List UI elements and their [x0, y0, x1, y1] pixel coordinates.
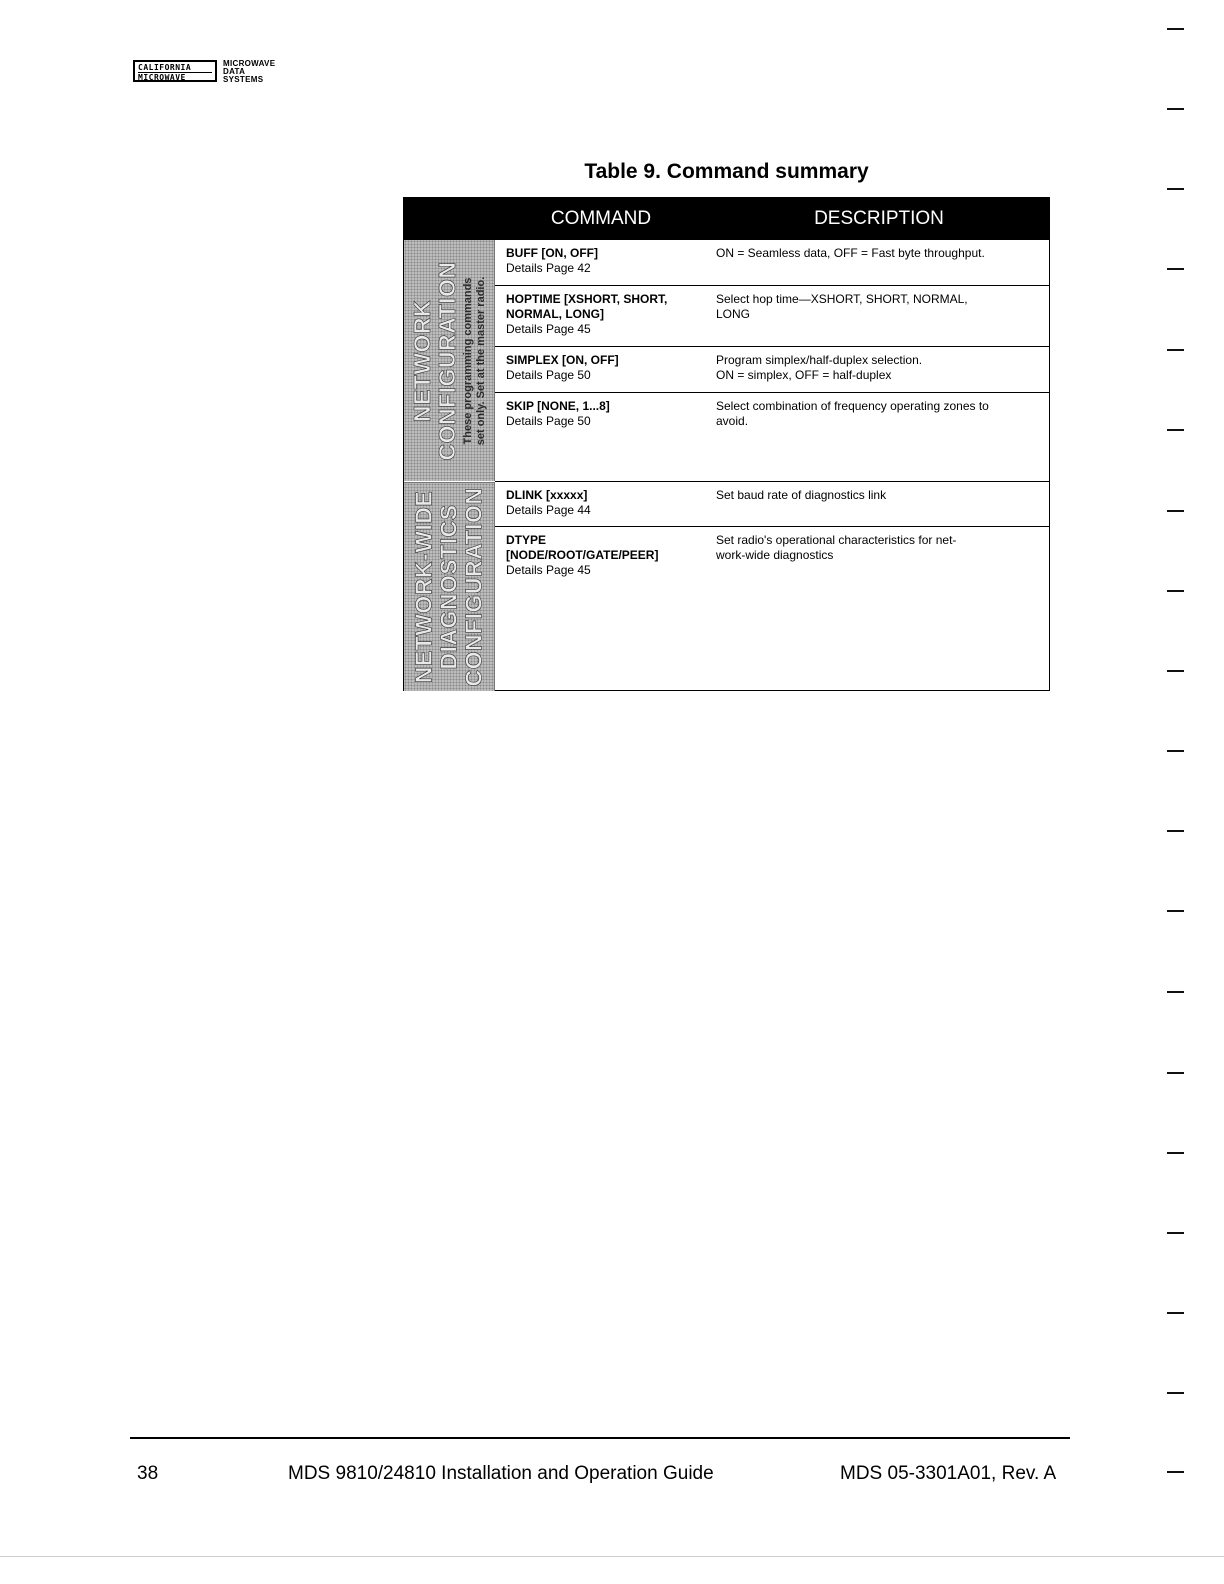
- page-bottom-edge: [0, 1556, 1224, 1557]
- description-line: Set baud rate of diagnostics link: [716, 488, 887, 502]
- logo-wordmark-line3: SYSTEMS: [223, 75, 264, 84]
- margin-tick: [1167, 510, 1184, 512]
- section-title-line: DIAGNOSTICS: [435, 504, 462, 670]
- table-row: [495, 286, 1049, 347]
- margin-tick: [1167, 830, 1184, 832]
- margin-tick: [1167, 1392, 1184, 1394]
- margin-tick: [1167, 268, 1184, 270]
- footer-rule: [130, 1437, 1070, 1439]
- document-number: MDS 05-3301A01, Rev. A: [840, 1463, 1057, 1484]
- description-line: Program simplex/half-duplex selection.: [716, 353, 923, 367]
- logo-badge-line2: MICROWAVE: [138, 72, 212, 82]
- margin-tick: [1167, 429, 1184, 431]
- table-row: [495, 347, 1049, 393]
- command-name: NORMAL, LONG]: [506, 307, 604, 321]
- section-note-line: set only. Set at the master radio.: [475, 276, 487, 445]
- margin-tick: [1167, 670, 1184, 672]
- command-summary-table: [403, 197, 1050, 691]
- description-line: LONG: [716, 307, 751, 321]
- command-name: SIMPLEX [ON, OFF]: [506, 353, 619, 367]
- logo-wordmark-line1: MICROWAVE: [223, 59, 276, 68]
- command-name: DLINK [xxxxx]: [506, 488, 588, 502]
- header-description: DESCRIPTION: [814, 208, 944, 229]
- logo-wordmark: [223, 60, 275, 84]
- details-page: Details Page 50: [506, 368, 591, 382]
- section-title-line: NETWORK: [409, 299, 435, 422]
- section-title-line: NETWORK-WIDE: [410, 490, 437, 684]
- margin-tick: [1167, 1072, 1184, 1074]
- description-line: ON = simplex, OFF = half-duplex: [716, 368, 892, 382]
- details-page: Details Page 42: [506, 261, 591, 275]
- margin-tick: [1167, 349, 1184, 351]
- company-logo: [133, 60, 275, 84]
- margin-tick: [1167, 188, 1184, 190]
- details-page: Details Page 50: [506, 414, 591, 428]
- section-title-line: CONFIGURATION: [460, 487, 487, 687]
- margin-tick: [1167, 750, 1184, 752]
- command-name: [NODE/ROOT/GATE/PEER]: [506, 548, 659, 562]
- logo-badge-line1: CALIFORNIA: [138, 63, 192, 72]
- description-line: ON = Seamless data, OFF = Fast byte throughput.: [716, 246, 985, 260]
- margin-ticks: [1167, 0, 1187, 1584]
- description-line: Select hop time—XSHORT, SHORT, NORMAL,: [716, 292, 968, 306]
- margin-tick: [1167, 1471, 1184, 1473]
- command-name: BUFF [ON, OFF]: [506, 246, 598, 260]
- description-line: Set radio's operational characteristics for net-: [716, 533, 957, 547]
- table-title: Table 9. Command summary: [584, 160, 869, 183]
- table-row: [495, 527, 1049, 690]
- table-header: [404, 198, 1049, 240]
- description-line: Select combination of frequency operating zones to: [716, 399, 989, 413]
- header-command: COMMAND: [550, 208, 652, 229]
- description-line: work-wide diagnostics: [716, 548, 834, 562]
- guide-title: MDS 9810/24810 Installation and Operation Guide: [288, 1463, 714, 1484]
- margin-tick: [1167, 910, 1184, 912]
- command-name: SKIP [NONE, 1...8]: [506, 399, 610, 413]
- margin-tick: [1167, 1232, 1184, 1234]
- section-note-line: These programming commands: [462, 277, 474, 444]
- margin-tick: [1167, 1152, 1184, 1154]
- logo-badge: [133, 60, 217, 82]
- description-line: avoid.: [716, 414, 749, 428]
- table-row: [495, 240, 1049, 286]
- margin-tick: [1167, 991, 1184, 993]
- page-number: 38: [137, 1463, 159, 1484]
- command-name: DTYPE: [506, 533, 547, 547]
- logo-wordmark-line2: DATA: [223, 67, 246, 76]
- table-row: [495, 482, 1049, 527]
- command-name: HOPTIME [XSHORT, SHORT,: [506, 292, 668, 306]
- margin-tick: [1167, 590, 1184, 592]
- margin-tick: [1167, 28, 1184, 30]
- section-title-line: CONFIGURATION: [434, 260, 460, 461]
- details-page: Details Page 45: [506, 563, 591, 577]
- details-page: Details Page 44: [506, 503, 591, 517]
- details-page: Details Page 45: [506, 322, 591, 336]
- section-label-network-configuration: [404, 240, 495, 481]
- table-row: [495, 393, 1049, 482]
- margin-tick: [1167, 108, 1184, 110]
- section-label-diagnostics-configuration: [404, 482, 495, 691]
- margin-tick: [1167, 1312, 1184, 1314]
